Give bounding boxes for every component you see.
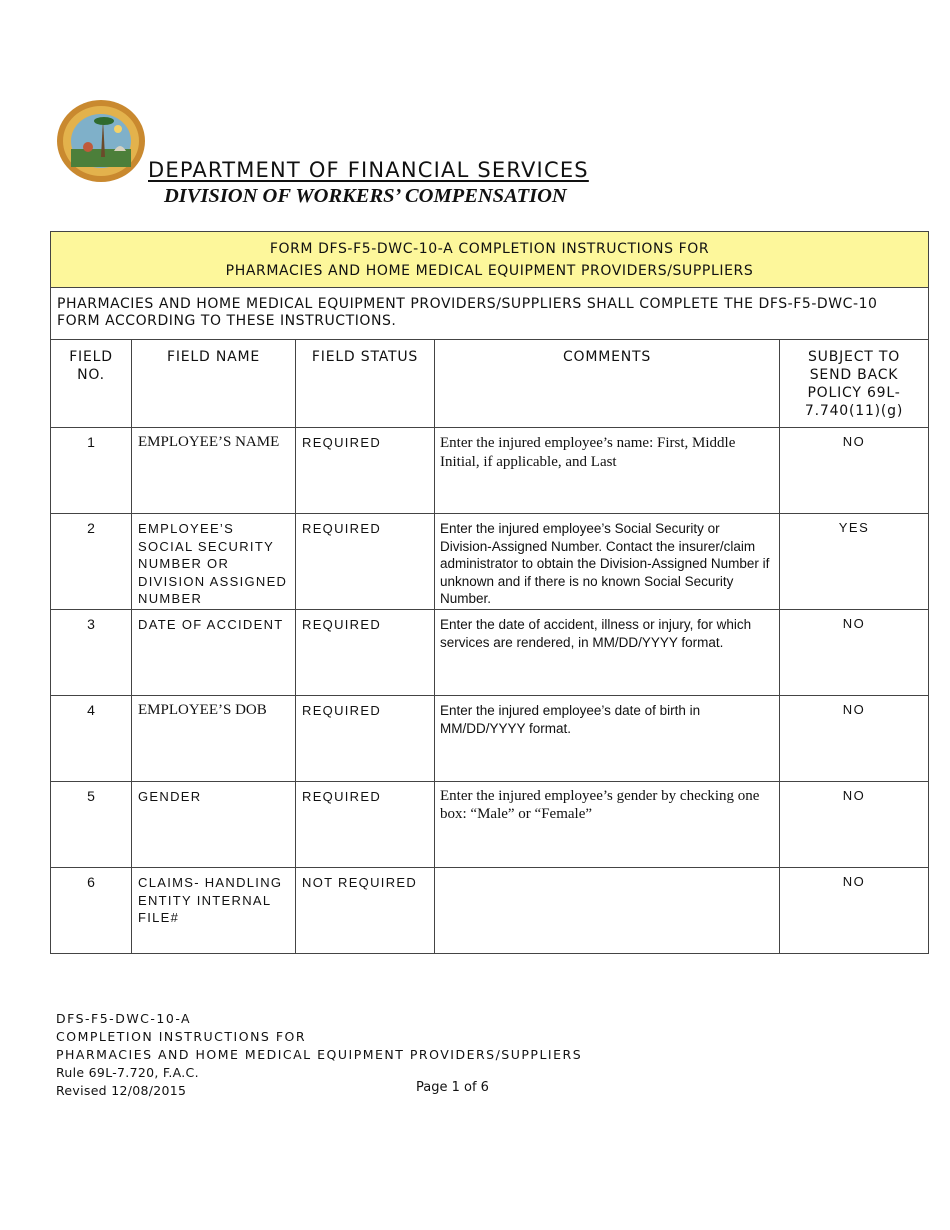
footer-line3: PHARMACIES AND HOME MEDICAL EQUIPMENT PROVIDERS/SUPPLIERS	[56, 1047, 583, 1062]
table-row	[51, 514, 929, 610]
field-status: REQUIRED	[296, 610, 435, 696]
field-status: REQUIRED	[296, 782, 435, 868]
col-header-comments: COMMENTS	[435, 340, 780, 428]
field-comment	[435, 428, 780, 514]
field-comment: Enter the injured employee’s date of birth in MM/DD/YYYY format.	[435, 696, 780, 782]
field-name: CLAIMS- HANDLING ENTITY INTERNAL FILE#	[132, 868, 296, 954]
table-row	[51, 868, 929, 954]
field-name: GENDER	[132, 782, 296, 868]
department-title: DEPARTMENT OF FINANCIAL SERVICES	[148, 158, 589, 182]
footer	[56, 1010, 582, 1100]
field-status: REQUIRED	[296, 514, 435, 610]
field-no: 1	[51, 428, 132, 514]
table-row	[51, 782, 929, 868]
footer-line2: COMPLETION INSTRUCTIONS FOR	[56, 1029, 307, 1044]
table-row	[51, 610, 929, 696]
field-comment: Enter the injured employee’s gender by checking one box: “Male” or “Female”	[435, 782, 780, 868]
field-name: EMPLOYEE’S NAME	[132, 428, 296, 514]
field-no: 2	[51, 514, 132, 610]
footer-rule: Rule 69L-7.720, F.A.C.	[56, 1065, 199, 1080]
field-no: 6	[51, 868, 132, 954]
footer-revised: Revised 12/08/2015	[56, 1083, 187, 1098]
col-header-send-back: SUBJECT TO SEND BACK POLICY 69L-7.740(11)(g)	[780, 340, 929, 428]
division-title: DIVISION OF WORKERS’ COMPENSATION	[164, 185, 567, 207]
field-no: 3	[51, 610, 132, 696]
page-number: Page 1 of 6	[416, 1080, 489, 1095]
table-row	[51, 696, 929, 782]
field-send-back: NO	[780, 696, 929, 782]
col-header-field-no: FIELD NO.	[51, 340, 132, 428]
intro-text: PHARMACIES AND HOME MEDICAL EQUIPMENT PROVIDERS/SUPPLIERS SHALL COMPLETE THE DFS-F5-DWC-10 FORM ACCORDING TO THESE INSTRUCTIONS.	[51, 288, 929, 340]
field-comment	[435, 868, 780, 954]
field-name: DATE OF ACCIDENT	[132, 610, 296, 696]
table-row	[51, 428, 929, 514]
field-status: NOT REQUIRED	[296, 868, 435, 954]
field-status: REQUIRED	[296, 696, 435, 782]
florida-state-seal-icon	[56, 99, 146, 183]
field-send-back: NO	[780, 868, 929, 954]
form-title-line2: PHARMACIES AND HOME MEDICAL EQUIPMENT PROVIDERS/SUPPLIERS	[225, 263, 754, 279]
col-header-field-status: FIELD STATUS	[296, 340, 435, 428]
form-title-line1: FORM DFS-F5-DWC-10-A COMPLETION INSTRUCTIONS FOR	[269, 241, 710, 257]
footer-form-id: DFS-F5-DWC-10-A	[56, 1011, 192, 1026]
field-status: REQUIRED	[296, 428, 435, 514]
field-comment: Enter the injured employee’s Social Security or Division-Assigned Number. Contact the insurer/claim administrator to obtain the Division-Assigned Number if unknown and if there is no known Social Security Number.	[435, 514, 780, 610]
field-send-back: NO	[780, 428, 929, 514]
field-send-back: NO	[780, 610, 929, 696]
comment-text: Enter the injured employee’s name: First, Middle Initial, if applicable, and Last	[440, 435, 736, 470]
field-send-back: NO	[780, 782, 929, 868]
form-title-banner	[51, 232, 929, 288]
field-no: 5	[51, 782, 132, 868]
field-send-back: YES	[780, 514, 929, 610]
field-name: EMPLOYEE’S SOCIAL SECURITY NUMBER OR DIVISION ASSIGNED NUMBER	[132, 514, 296, 610]
field-comment: Enter the date of accident, illness or injury, for which services are rendered, in MM/DD/YYYY format.	[435, 610, 780, 696]
field-name: EMPLOYEE’S DOB	[132, 696, 296, 782]
instructions-table	[50, 231, 929, 954]
field-no: 4	[51, 696, 132, 782]
col-header-field-name: FIELD NAME	[132, 340, 296, 428]
